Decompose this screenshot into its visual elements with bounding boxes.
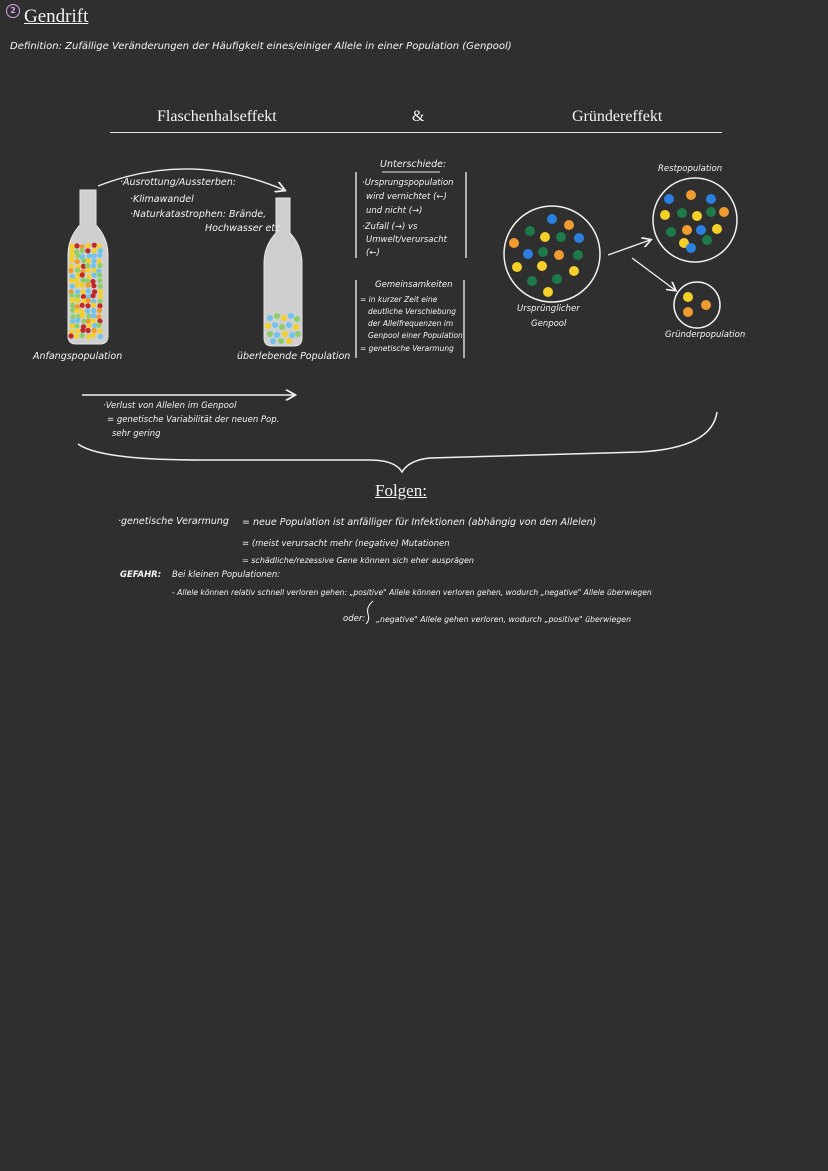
allele-dot: [75, 283, 80, 288]
consequence-label: ·genetische Verarmung: [118, 516, 229, 527]
allele-dot: [85, 263, 90, 268]
allele-dot: [81, 294, 86, 299]
allele-dot: [97, 253, 102, 258]
allele-dot: [98, 294, 103, 299]
label-rest-population: Restpopulation: [658, 164, 723, 174]
founder-population-circle: [674, 282, 720, 328]
allele-dot: [69, 278, 74, 283]
founder-population-alleles: [683, 292, 711, 317]
consequence-line-2: = (meist verursacht mehr (negative) Mutationen: [242, 539, 450, 549]
common-line-3: der Allelfrequenzen im: [368, 319, 454, 328]
allele-dot: [70, 319, 75, 324]
allele-dot: [91, 293, 96, 298]
differences-line-1: ·Ursprungspopulation: [362, 178, 454, 188]
allele-dot: [90, 279, 95, 284]
allele-dot: [80, 303, 85, 308]
allele-dot: [97, 328, 102, 333]
allele-dot: [70, 248, 75, 253]
allele-dot: [85, 303, 90, 308]
label-founder-population: Gründerpopulation: [665, 330, 746, 340]
allele-dot: [98, 284, 103, 289]
differences-line-4: ·Zufall (→) vs: [362, 222, 418, 232]
allele-dot: [86, 258, 91, 263]
consequence-line-3: = schädliche/rezessive Gene können sich eher ausprägen: [242, 556, 474, 565]
allele-dot: [70, 303, 75, 308]
allele-dot: [80, 313, 85, 318]
allele-dot: [81, 278, 86, 283]
allele-dot: [98, 248, 103, 253]
differences-line-5: Umwelt/verursacht: [366, 235, 447, 245]
allele-dot: [97, 278, 102, 283]
allele-dot: [97, 273, 102, 278]
allele-dot: [91, 313, 96, 318]
allele-dot: [91, 273, 96, 278]
allele-dot: [75, 289, 80, 294]
danger-line-1: - Allele können relativ schnell verloren gehen: „positive" Allele können verloren gehen, wodurch „negative" Allele überwiegen: [172, 588, 652, 597]
heading-bottleneck: Flaschenhalseffekt: [157, 108, 277, 125]
allele-dot: [75, 268, 80, 273]
allele-dot: [91, 258, 96, 263]
allele-dot: [80, 248, 85, 253]
allele-dot: [86, 314, 91, 319]
allele-dot: [85, 248, 90, 253]
heading-founder: Gründereffekt: [572, 108, 663, 125]
bottleneck-cause-title: ·Ausrottung/Aussterben:: [120, 177, 236, 188]
allele-dot: [92, 328, 97, 333]
allele-dot: [86, 268, 91, 273]
arrow-to-rest: [608, 240, 650, 255]
allele-dot: [70, 323, 75, 328]
allele-dot: [74, 243, 79, 248]
allele-dot: [86, 319, 91, 324]
allele-dot: [69, 258, 74, 263]
allele-dot: [68, 333, 73, 338]
allele-dot: [92, 253, 97, 258]
allele-dot: [75, 329, 80, 334]
danger-intro: Bei kleinen Populationen:: [172, 570, 281, 580]
label-original-genepool-1: Ursprünglicher: [517, 304, 580, 314]
allele-dot: [91, 263, 96, 268]
allele-dot: [86, 298, 91, 303]
bottleneck-consequence-3: sehr gering: [112, 429, 161, 439]
allele-dot: [70, 253, 75, 258]
allele-dot: [80, 328, 85, 333]
allele-dot: [68, 268, 73, 273]
bottle-survivor-icon: [264, 198, 302, 346]
common-line-4: Genpool einer Population: [368, 331, 463, 340]
allele-dot: [96, 323, 101, 328]
rest-population-alleles: [660, 190, 729, 253]
original-genepool-alleles: [509, 214, 584, 297]
bottleneck-consequence-2: = genetische Variabilität der neuen Pop.: [107, 415, 280, 425]
allele-dot: [97, 263, 102, 268]
common-line-5: = genetische Verarmung: [360, 344, 454, 353]
label-survivor-population: überlebende Population: [237, 351, 351, 362]
allele-dot: [70, 298, 75, 303]
allele-dot: [80, 333, 85, 338]
heading-ampersand: &: [412, 108, 425, 125]
bottleneck-cause-3: Hochwasser etc: [205, 223, 281, 234]
label-start-population: Anfangspopulation: [33, 351, 123, 362]
allele-dot: [98, 289, 103, 294]
allele-dot: [69, 244, 74, 249]
bottleneck-cause-2: ·Naturkatastrophen: Brände,: [130, 209, 267, 220]
allele-dot: [74, 334, 79, 339]
allele-dot: [98, 334, 103, 339]
allele-dot: [87, 253, 92, 258]
allele-dot: [91, 308, 96, 313]
allele-dot: [81, 258, 86, 263]
differences-title: Unterschiede:: [380, 159, 447, 170]
arrow-to-founder: [632, 258, 675, 290]
allele-dot: [86, 243, 91, 248]
bottleneck-cause-1: ·Klimawandel: [130, 194, 194, 205]
allele-dot: [86, 288, 91, 293]
allele-dot: [92, 243, 97, 248]
allele-dot: [85, 309, 90, 314]
allele-dot: [91, 318, 96, 323]
allele-dot: [97, 303, 102, 308]
differences-line-2: wird vernichtet (←): [366, 192, 447, 202]
allele-dot: [70, 284, 75, 289]
allele-dot: [92, 248, 97, 253]
bottle-start-icon: [68, 190, 108, 344]
allele-dot: [70, 314, 75, 319]
allele-dot: [86, 283, 91, 288]
allele-dot: [80, 272, 85, 277]
danger-label: GEFAHR:: [120, 570, 162, 580]
allele-dot: [86, 328, 91, 333]
page-number-badge: 2: [6, 4, 20, 18]
allele-dot: [97, 308, 102, 313]
allele-dot: [69, 293, 74, 298]
differences-line-6: (←): [366, 248, 380, 258]
allele-dot: [87, 323, 92, 328]
allele-dot: [74, 278, 79, 283]
allele-dot: [75, 259, 80, 264]
definition-text: Definition: Zufällige Veränderungen der Häufigkeit eines/einiger Allele in einer Population (Genpool): [10, 41, 512, 52]
consequences-title: Folgen:: [375, 481, 427, 500]
allele-dot: [86, 334, 91, 339]
allele-dot: [74, 323, 79, 328]
allele-dot: [91, 332, 96, 337]
danger-line-2-prefix: oder:: [343, 614, 366, 624]
allele-dot: [75, 298, 80, 303]
common-line-1: = in kurzer Zeit eine: [360, 295, 438, 304]
common-title: Gemeinsamkeiten: [375, 280, 453, 290]
allele-dot: [75, 318, 80, 323]
allele-dot: [96, 244, 101, 249]
allele-dot: [98, 299, 103, 304]
allele-dot: [91, 283, 96, 288]
allele-dot: [74, 308, 79, 313]
bottleneck-consequence-1: ·Verlust von Allelen im Genpool: [103, 401, 237, 411]
common-line-2: deutliche Verschiebung: [368, 307, 457, 316]
consequence-line-1: = neue Population ist anfälliger für Infektionen (abhängig von den Allelen): [242, 517, 597, 528]
label-original-genepool-2: Genpool: [531, 319, 567, 329]
danger-line-2: „negative" Allele gehen verloren, wodurch „positive" überwiegen: [376, 615, 632, 624]
allele-dot: [91, 303, 96, 308]
allele-dot: [80, 289, 85, 294]
allele-dot: [80, 283, 85, 288]
differences-line-3: und nicht (→): [366, 206, 423, 216]
page-title: Gendrift: [24, 6, 89, 27]
